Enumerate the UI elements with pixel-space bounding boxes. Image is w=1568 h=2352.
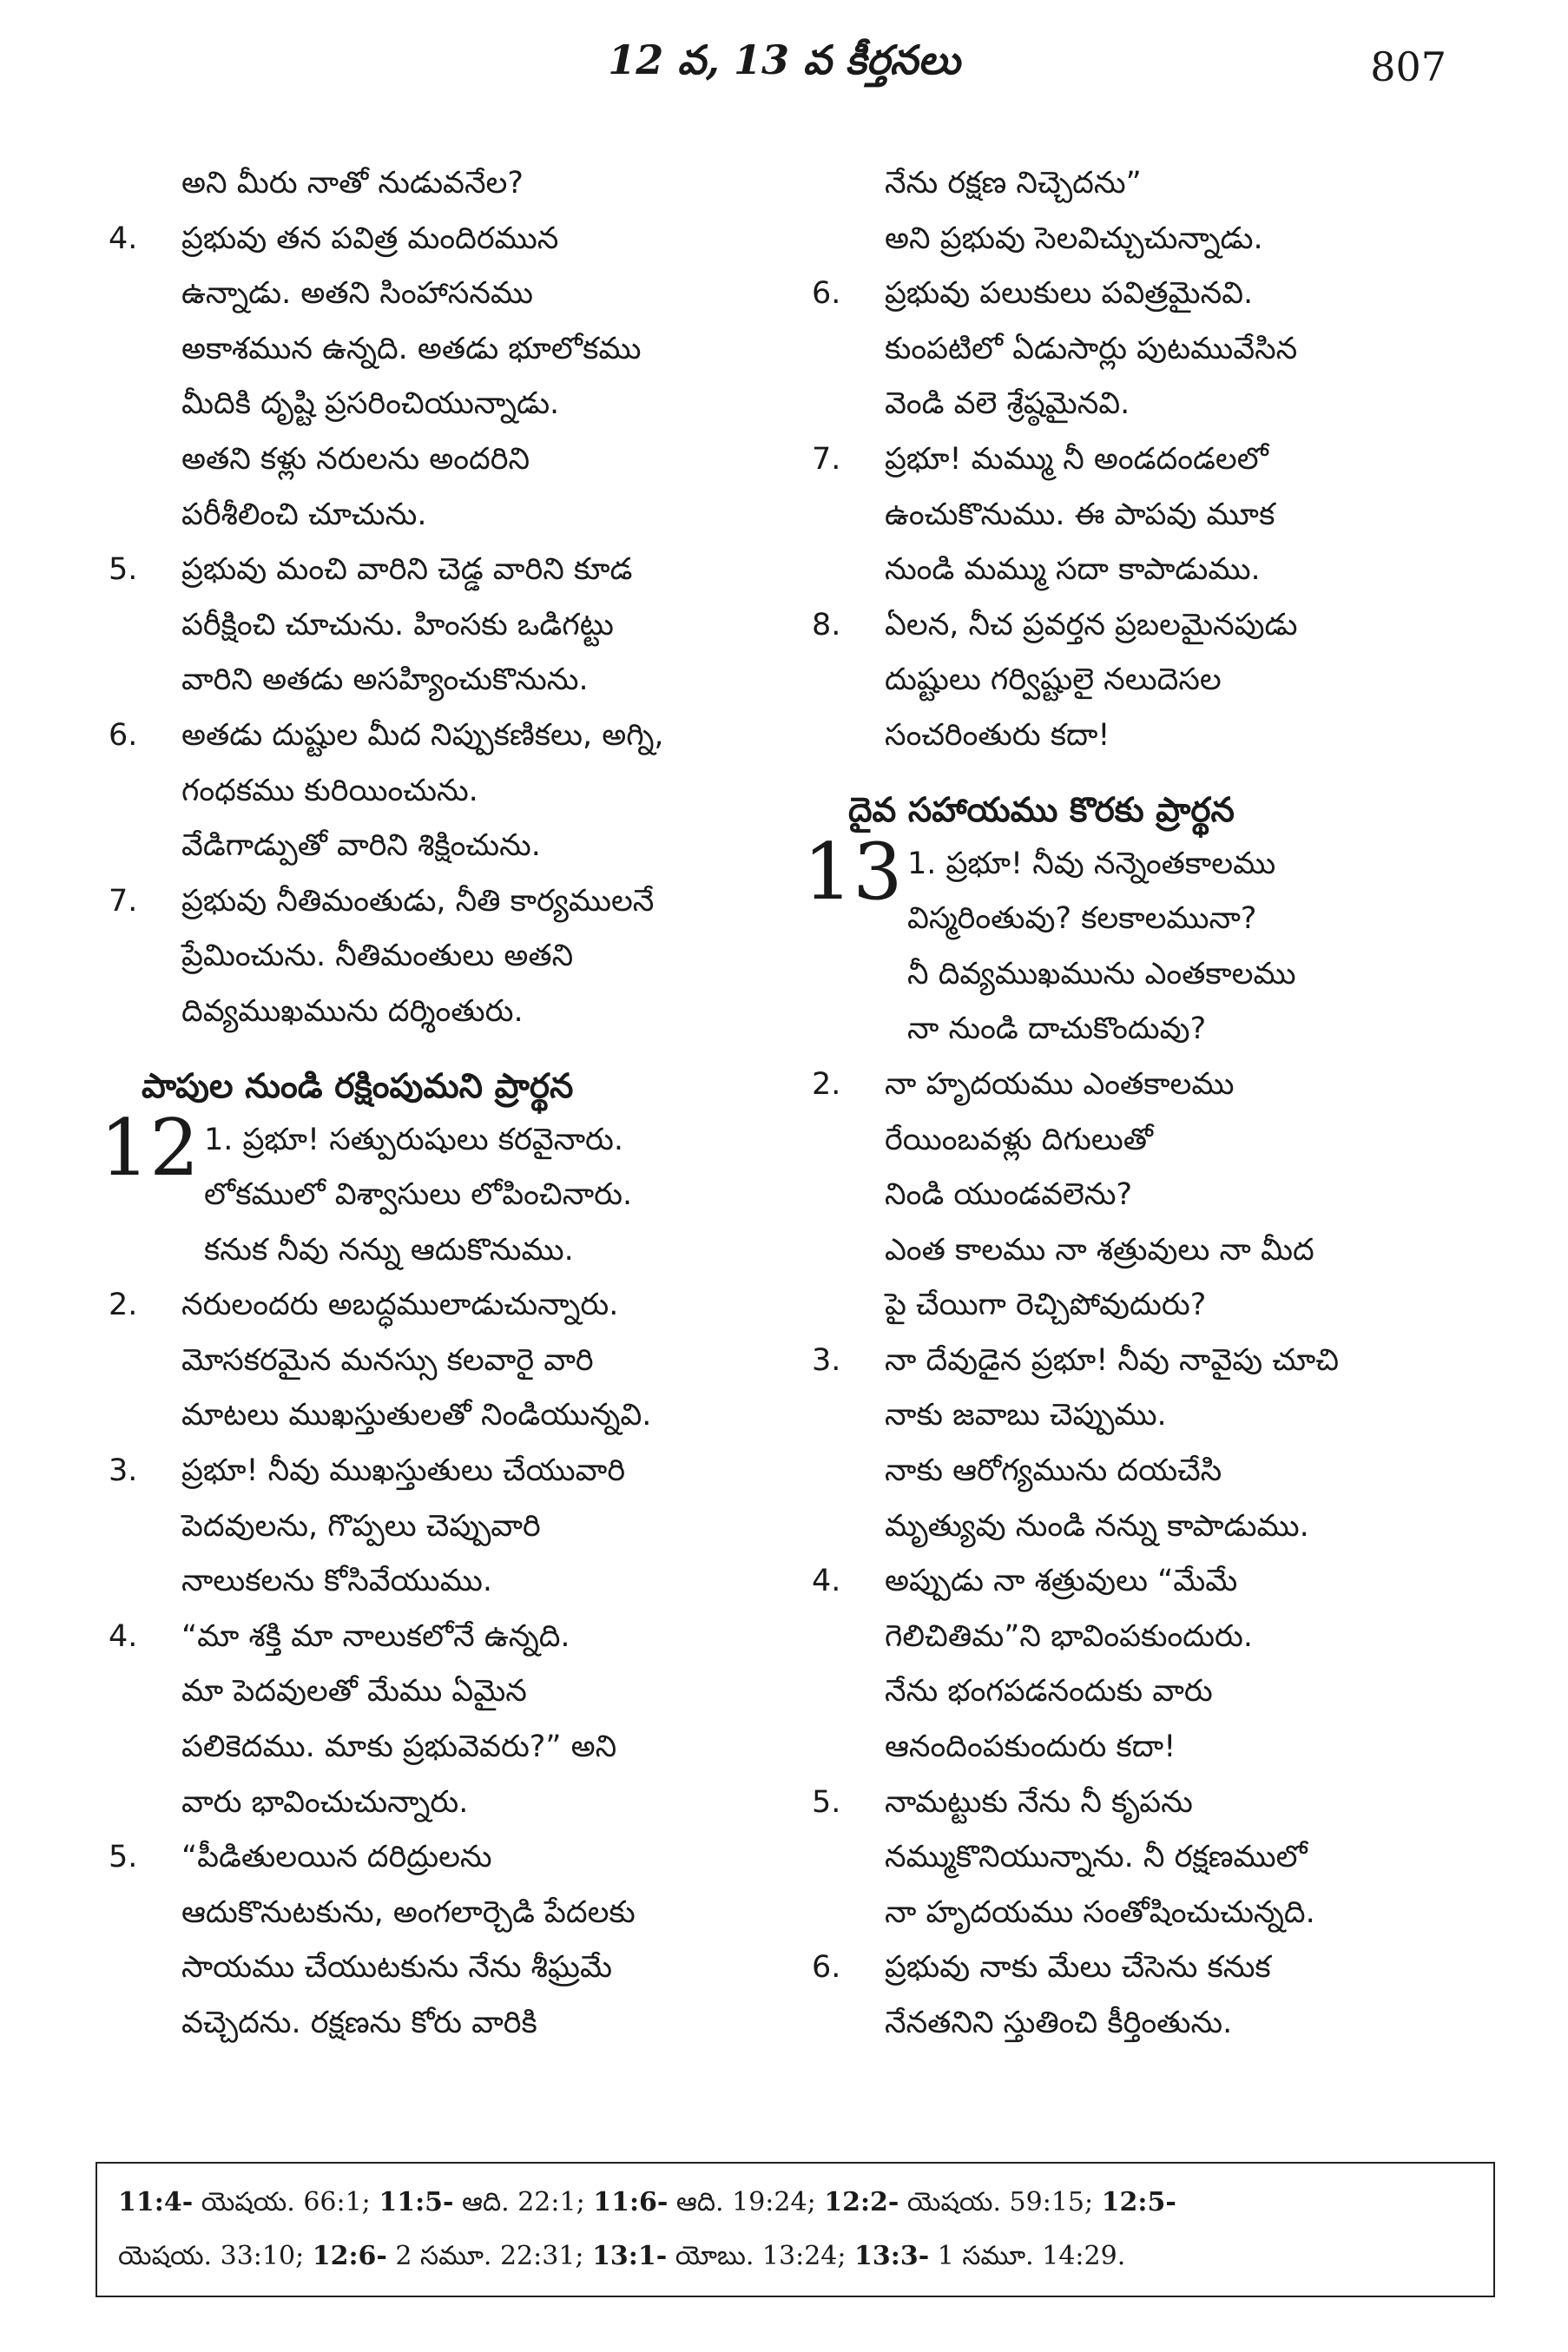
verse-line: పరీశీలించి చూచును. — [181, 497, 427, 532]
page-number: 807 — [1370, 43, 1446, 90]
verse-line: పెదవులను, గొప్పలు చెప్పువారి — [181, 1508, 541, 1544]
verse-line: నా దేవుడైన ప్రభూ! నీవు నావైపు చూచి — [885, 1342, 1340, 1378]
verse-line: పలికెదము. మాకు ప్రభువెవరు?” అని — [181, 1729, 617, 1765]
footnote-line-2 — [118, 2230, 1472, 2283]
footnote-text: యెషయ. 33:10; — [118, 2241, 313, 2271]
verse — [109, 1610, 751, 1830]
verse-line: ఉన్నాడు. అతని సింహాసనము — [181, 276, 534, 312]
verse-number: 7. — [109, 883, 138, 919]
left-column — [100, 156, 751, 2052]
verse-line: వేడిగాడ్పుతో వారిని శిక్షించును. — [181, 828, 541, 864]
verse — [109, 1830, 751, 2051]
verse-line: ఉంచుకొనుము. ఈ పాపవు మూక — [885, 497, 1275, 532]
verse-line: వారిని అతడు అసహ్యించుకొనును. — [181, 662, 589, 698]
verse-line: ప్రభూ! నీవు ముఖస్తుతులు చేయువారి — [181, 1453, 626, 1489]
footnote-box — [96, 2162, 1495, 2297]
verse-number: 5. — [109, 1840, 138, 1875]
verse-line: నాకు జవాబు చెప్పుము. — [885, 1398, 1167, 1433]
footnote-reference: 12:5- — [1101, 2187, 1176, 2217]
verse-line: ఆదుకొనుటకును, అంగలార్చెడి పేదలకు — [181, 1894, 636, 1930]
verse — [109, 212, 751, 544]
verse-number: 4. — [812, 1564, 841, 1599]
footnote-text: యెషయ. 66:1; — [193, 2187, 379, 2217]
continuation-text — [812, 212, 1454, 267]
verse-line: అప్పుడు నా శత్రువులు “మేమే — [885, 1564, 1238, 1599]
verse-number: 2. — [812, 1066, 841, 1102]
verse-line: మా పెదవులతో మేము ఏమైన — [181, 1674, 527, 1710]
verse-line: మృత్యువు నుండి నన్ను కాపాడుము. — [885, 1508, 1309, 1544]
verse-line: దివ్యముఖమును దర్శింతురు. — [181, 993, 524, 1029]
verse-number: 5. — [812, 1784, 841, 1820]
footnote-reference: 13:1- — [592, 2241, 668, 2271]
chapter-number: 13 — [803, 826, 903, 918]
verse-line: ప్రభువు తన పవిత్ర మందిరమున — [181, 221, 559, 256]
verse-line: దుష్టులు గర్విష్టులై నలుదెసల — [885, 662, 1222, 698]
verse-line: మోసకరమైన మనస్సు కలవారై వారి — [181, 1342, 594, 1378]
verse-line: లోకములో విశ్వాసులు లోపించినారు. — [204, 1177, 633, 1213]
verse-line: ప్రభూ! మమ్ము నీ అండదండలలో — [885, 441, 1268, 477]
verse-number: 6. — [812, 276, 841, 312]
verse-line: నా హృదయము సంతోషించుచున్నది. — [885, 1894, 1315, 1930]
verse-line: నాకు ఆరోగ్యమును దయచేసి — [885, 1453, 1222, 1489]
verse-number: 1. — [204, 1122, 234, 1157]
verse-line — [204, 1113, 751, 1169]
continuation-text — [812, 156, 1454, 212]
verse — [812, 1334, 1454, 1554]
verse-line: గెలిచితిమ”ని భావింపకుందురు. — [885, 1618, 1253, 1654]
section-heading: పాపుల నుండి రక్షింపుమని ప్రార్థన — [142, 1066, 574, 1106]
verse-line: ప్రభువు నీతిమంతుడు, నీతి కార్యములనే — [181, 883, 655, 919]
verse — [812, 267, 1454, 432]
verse-line: వారు భావించుచున్నారు. — [181, 1784, 469, 1820]
verse-line: నుండి మమ్ము సదా కాపాడుము. — [885, 552, 1261, 588]
footnote-line-1 — [118, 2176, 1472, 2230]
verse-line: నమ్ముకొనియున్నాను. నీ రక్షణములో — [885, 1840, 1308, 1875]
footnote-reference: 11:6- — [593, 2187, 669, 2217]
verse — [109, 1278, 751, 1444]
footnote-text: ఆది. 22:1; — [453, 2187, 594, 2217]
footnote-text: 2 సమూ. 22:31; — [386, 2241, 593, 2271]
verse-line: ప్రేమించును. నీతిమంతులు అతని — [181, 939, 574, 974]
footnote-reference: 11:4- — [118, 2187, 194, 2217]
verse-number: 7. — [812, 441, 841, 477]
continuation-text — [109, 156, 751, 212]
verse-line: అతడు దుష్టుల మీద నిప్పుకణికలు, అగ్ని, — [181, 717, 664, 753]
chapter-number: 12 — [100, 1102, 200, 1194]
verse-line: ప్రభువు నాకు మేలు చేసెను కనుక — [885, 1950, 1271, 1986]
footnote-text: యోబు. 13:24; — [667, 2241, 855, 2271]
verse-line: ఎంత కాలము నా శత్రువులు నా మీద — [885, 1232, 1314, 1268]
verse-line: మాటలు ముఖస్తుతులతో నిండియున్నవి. — [181, 1398, 652, 1433]
verse-line: విస్మరింతువు? కలకాలమునా? — [907, 901, 1257, 937]
footnote-reference: 12:2- — [824, 2187, 899, 2217]
verse-line: సంచరింతురు కదా! — [885, 717, 1110, 753]
right-column — [803, 156, 1454, 2052]
footnote-text: యెషయ. 59:15; — [899, 2187, 1102, 2217]
verse-line: గంధకము కురియించును. — [181, 773, 478, 808]
verse-line: నాలుకలను కోసివేయుము. — [181, 1564, 493, 1599]
verse-text: ప్రభూ! సత్పురుషులు కరవైనారు. — [242, 1122, 624, 1157]
verse-line: రేయింబవళ్లు దిగులుతో — [885, 1122, 1153, 1157]
verse-text: ప్రభూ! నీవు నన్నెంతకాలము — [945, 846, 1276, 881]
running-header: 12 వ, 13 వ కీర్తనలు — [608, 36, 960, 83]
verse-line: మీదికి దృష్టి ప్రసరించియున్నాడు. — [181, 386, 560, 422]
verse-number: 6. — [109, 717, 138, 753]
verse-line: నేనతనిని స్తుతించి కీర్తింతును. — [885, 2006, 1233, 2040]
verse — [812, 1057, 1454, 1334]
verse-number: 3. — [812, 1342, 841, 1378]
verse — [109, 1444, 751, 1610]
verse-line: నిండి యుండవలెను? — [885, 1177, 1133, 1213]
footnote-reference: 12:6- — [312, 2241, 387, 2271]
verse-line: అతని కళ్లు నరులను అందరిని — [181, 441, 530, 477]
verse-number: 5. — [109, 552, 138, 588]
verse-line: పై చేయిగా రెచ్చిపోవుదురు? — [885, 1288, 1207, 1323]
verse-line: నామట్టుకు నేను నీ కృపను — [885, 1784, 1193, 1820]
verse-line: నేను రక్షణ నిచ్చెదను” — [885, 166, 1142, 201]
verse-line: నరులందరు అబద్ధములాడుచున్నారు. — [181, 1288, 619, 1323]
verse-number: 1. — [907, 846, 937, 881]
verse-line: పరీక్షించి చూచును. హింసకు ఒడిగట్టు — [181, 607, 614, 642]
verse-number: 8. — [812, 607, 841, 642]
verse-number: 4. — [109, 1618, 138, 1654]
verse — [109, 874, 751, 1040]
verse-line: అని ప్రభువు సెలవిచ్చుచున్నాడు. — [885, 221, 1263, 256]
verse-number: 6. — [812, 1950, 841, 1986]
verse — [812, 1776, 1454, 1941]
verse-number: 2. — [109, 1288, 138, 1323]
verse-number: 3. — [109, 1453, 138, 1489]
footnote-reference: 13:3- — [854, 2241, 930, 2271]
verse-line: ఆనందింపకుందురు కదా! — [885, 1729, 1176, 1765]
verse-number: 4. — [109, 221, 138, 256]
verse — [812, 1940, 1454, 2051]
verse-line: “మా శక్తి మా నాలుకలోనే ఉన్నది. — [181, 1618, 570, 1654]
verse — [109, 708, 751, 874]
footnote-text: 1 సమూ. 14:29. — [929, 2241, 1126, 2271]
verse-line: అకాశమున ఉన్నది. అతడు భూలోకము — [181, 331, 642, 366]
verse-line: ప్రభువు పలుకులు పవిత్రమైనవి. — [885, 276, 1254, 312]
section-heading: దైవ సహాయము కొరకు ప్రార్థన — [848, 790, 1235, 830]
verse-line: నా నుండి దాచుకొందువు? — [907, 1011, 1207, 1047]
verse — [812, 1554, 1454, 1775]
verse-line: నీ దివ్యముఖమును ఎంతకాలము — [907, 956, 1296, 992]
verse-line: కుంపటిలో ఏడుసార్లు పుటమువేసిన — [885, 331, 1298, 366]
footnote-text: ఆది. 19:24; — [668, 2187, 825, 2217]
verse-line: ఏలన, నీచ ప్రవర్తన ప్రబలమైనపుడు — [885, 607, 1298, 642]
verse-line: సాయము చేయుటకును నేను శీఘ్రమే — [181, 1950, 612, 1986]
verse-line: “పీడితులయిన దరిద్రులను — [181, 1840, 492, 1875]
verse-line — [907, 837, 1454, 893]
verse-line: నా హృదయము ఎంతకాలము — [885, 1066, 1235, 1102]
chapter-start — [100, 1102, 751, 1279]
verse-line: వెండి వలె శ్రేష్ఠమైనవి. — [885, 386, 1130, 422]
verse-line: ప్రభువు మంచి వారిని చెడ్డ వారిని కూడ — [181, 552, 633, 588]
chapter-start — [803, 826, 1454, 1057]
verse-line: వచ్చెదను. రక్షణను కోరు వారికి — [181, 2006, 537, 2040]
verse-line: నేను భంగపడనందుకు వారు — [885, 1674, 1213, 1710]
footnote-reference: 11:5- — [379, 2187, 454, 2217]
verse — [812, 432, 1454, 598]
verse-line: కనుక నీవు నన్ను ఆదుకొనుము. — [204, 1232, 574, 1268]
verse-line: అని మీరు నాతో నుడువనేల? — [181, 166, 524, 201]
verse — [109, 543, 751, 708]
verse — [812, 598, 1454, 764]
